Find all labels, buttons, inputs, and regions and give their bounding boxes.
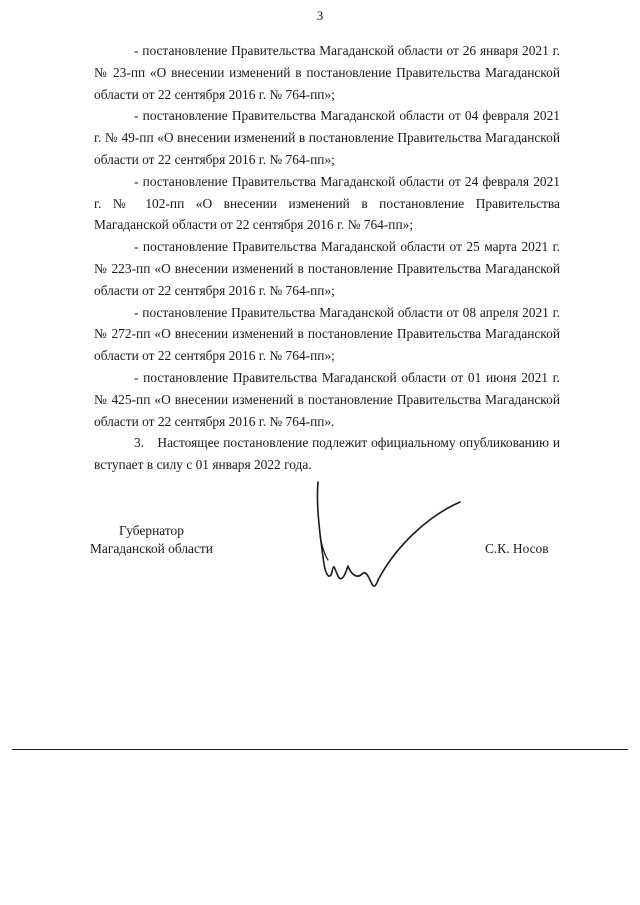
footer-divider (12, 749, 628, 750)
list-item: - постановление Правительства Магаданской области от 25 марта 2021 г. № 223-пп «О внесении изменений в постановление Правительства Магаданской области от 22 сентября 2016 г. № 764-пп»; (94, 239, 560, 298)
list-item: - постановление Правительства Магаданской области от 26 января 2021 г. № 23-пп «О внесении изменений в постановление Правительства Магаданской области от 22 сентября 2016 г. № 764-пп»; (94, 43, 560, 102)
list-item: - постановление Правительства Магаданской области от 04 февраля 2021 г. № 49-пп «О внесении изменений в постановление Правительства Магаданской области от 22 сентября 2016 г. № 764-пп»; (94, 108, 560, 167)
page-number: 3 (316, 8, 324, 23)
list-item: - постановление Правительства Магаданской области от 08 апреля 2021 г. № 272-пп «О внесении изменений в постановление Правительства Магаданской области от 22 сентября 2016 г. № 764-пп»; (94, 304, 560, 364)
signatory-name: С.К. Носов (485, 541, 549, 556)
list-item: - постановление Правительства Магаданской области от 01 июня 2021 г. № 425-пп «О внесении изменений в постановление Правительства Магаданской области от 22 сентября 2016 г. № 764-пп». (94, 369, 560, 429)
document-body (94, 40, 560, 476)
signatory-title (90, 522, 213, 558)
signatory-title-line1: Губернатор (119, 523, 184, 538)
list-item: - постановление Правительства Магаданской области от 24 февраля 2021 г. № 102-пп «О внесении изменений в постановление Правительства Магаданской области от 22 сентября 2016 г. № 764-пп»; (94, 173, 560, 233)
handwritten-signature (300, 476, 480, 596)
signatory-title-line2: Магаданской области (90, 541, 213, 556)
final-clause: 3. Настоящее постановление подлежит официальному опубликованию и вступает в силу с 01 января 2022 года. (94, 435, 560, 473)
